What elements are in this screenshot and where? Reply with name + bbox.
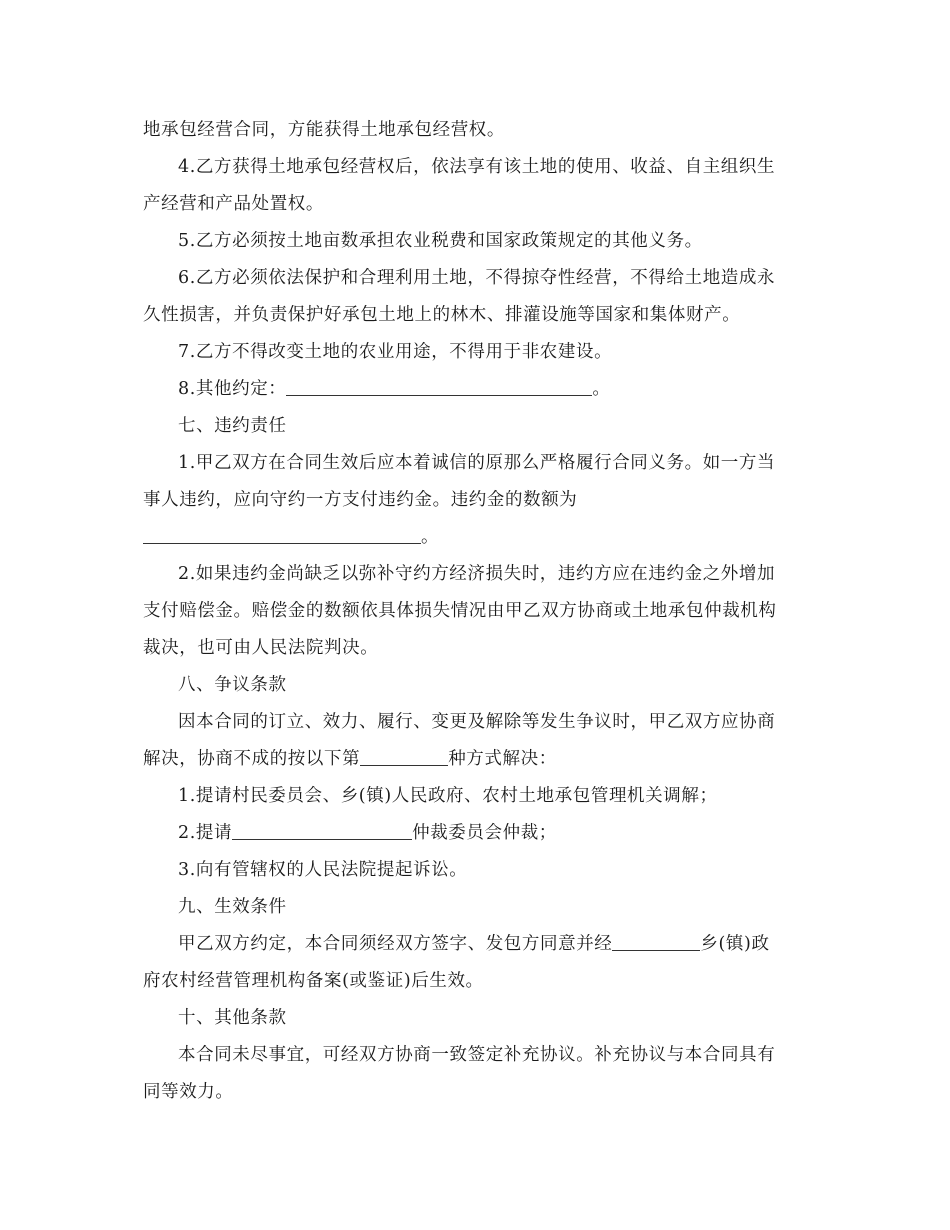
clause-8-end: 。 <box>592 379 611 399</box>
paragraph-line: 地承包经营合同，方能获得土地承包经营权。 <box>143 120 505 140</box>
clause-5: 5.乙方必须按土地亩数承担农业税费和国家政策规定的其他义务。 <box>178 231 703 251</box>
s7-clause-2-line-1: 2.如果违约金尚缺乏以弥补守约方经济损失时，违约方应在违约金之外增加 <box>178 564 776 584</box>
s9-paragraph-line-2: 府农村经营管理机构备案(或鉴证)后生效。 <box>143 971 484 991</box>
clause-8-label: 8.其他约定： <box>178 379 287 399</box>
s8-paragraph-line-2 <box>143 741 803 778</box>
s7-clause-1-line-1: 1.甲乙双方在合同生效后应本着诚信的原那么严格履行合同义务。如一方当 <box>178 453 776 473</box>
s10-paragraph-line-1: 本合同未尽事宜，可经双方协商一致签定补充协议。补充协议与本合同具有 <box>178 1045 776 1065</box>
clause-6-line-2: 久性损害，并负责保护好承包土地上的林木、排灌设施等国家和集体财产。 <box>143 305 741 325</box>
penalty-amount-blank[interactable] <box>143 521 421 544</box>
s9-paragraph-text-b: 乡(镇)政 <box>700 934 770 954</box>
s9-paragraph-text-a: 甲乙双方约定，本合同须经双方签字、发包方同意并经 <box>178 934 613 954</box>
s8-clause-2-text-a: 2.提请 <box>178 823 233 843</box>
other-terms-blank[interactable] <box>286 373 592 396</box>
s8-paragraph-line-1: 因本合同的订立、效力、履行、变更及解除等发生争议时，甲乙双方应协商 <box>178 712 776 732</box>
dispute-method-blank[interactable] <box>360 743 448 766</box>
section-8-heading: 八、争议条款 <box>178 675 287 695</box>
s8-paragraph-text-b: 种方式解决： <box>448 749 557 769</box>
s8-paragraph-text-a: 解决，协商不成的按以下第 <box>143 749 361 769</box>
clause-4-line-2: 产经营和产品处置权。 <box>143 194 324 214</box>
clause-8 <box>143 371 803 408</box>
clause-7: 7.乙方不得改变土地的农业用途，不得用于非农建设。 <box>178 342 613 362</box>
arbitration-committee-blank[interactable] <box>232 817 412 840</box>
s7-clause-1-end: 。 <box>421 527 440 547</box>
s7-clause-2-line-2: 支付赔偿金。赔偿金的数额依具体损失情况由甲乙双方协商或土地承包仲裁机构 <box>143 601 777 621</box>
township-blank[interactable] <box>612 928 700 951</box>
clause-4-line-1: 4.乙方获得土地承包经营权后，依法享有该土地的使用、收益、自主组织生 <box>178 157 776 177</box>
clause-6-line-1: 6.乙方必须依法保护和合理利用土地，不得掠夺性经营，不得给土地造成永 <box>178 268 776 288</box>
s7-clause-2-line-3: 裁决，也可由人民法院判决。 <box>143 638 379 658</box>
s7-clause-1-line-2: 事人违约，应向守约一方支付违约金。违约金的数额为 <box>143 490 578 510</box>
s8-clause-3: 3.向有管辖权的人民法院提起诉讼。 <box>178 860 468 880</box>
section-9-heading: 九、生效条件 <box>178 897 287 917</box>
s8-clause-1: 1.提请村民委员会、乡(镇)人民政府、农村土地承包管理机关调解； <box>178 786 718 806</box>
section-7-heading: 七、违约责任 <box>178 416 287 436</box>
section-10-heading: 十、其他条款 <box>178 1008 287 1028</box>
s7-clause-1-line-3 <box>143 519 803 556</box>
s8-clause-2 <box>143 815 803 852</box>
document-page <box>143 112 803 1111</box>
s8-clause-2-text-b: 仲裁委员会仲裁； <box>412 823 557 843</box>
s9-paragraph-line-1 <box>143 926 803 963</box>
s10-paragraph-line-2: 同等效力。 <box>143 1082 234 1102</box>
